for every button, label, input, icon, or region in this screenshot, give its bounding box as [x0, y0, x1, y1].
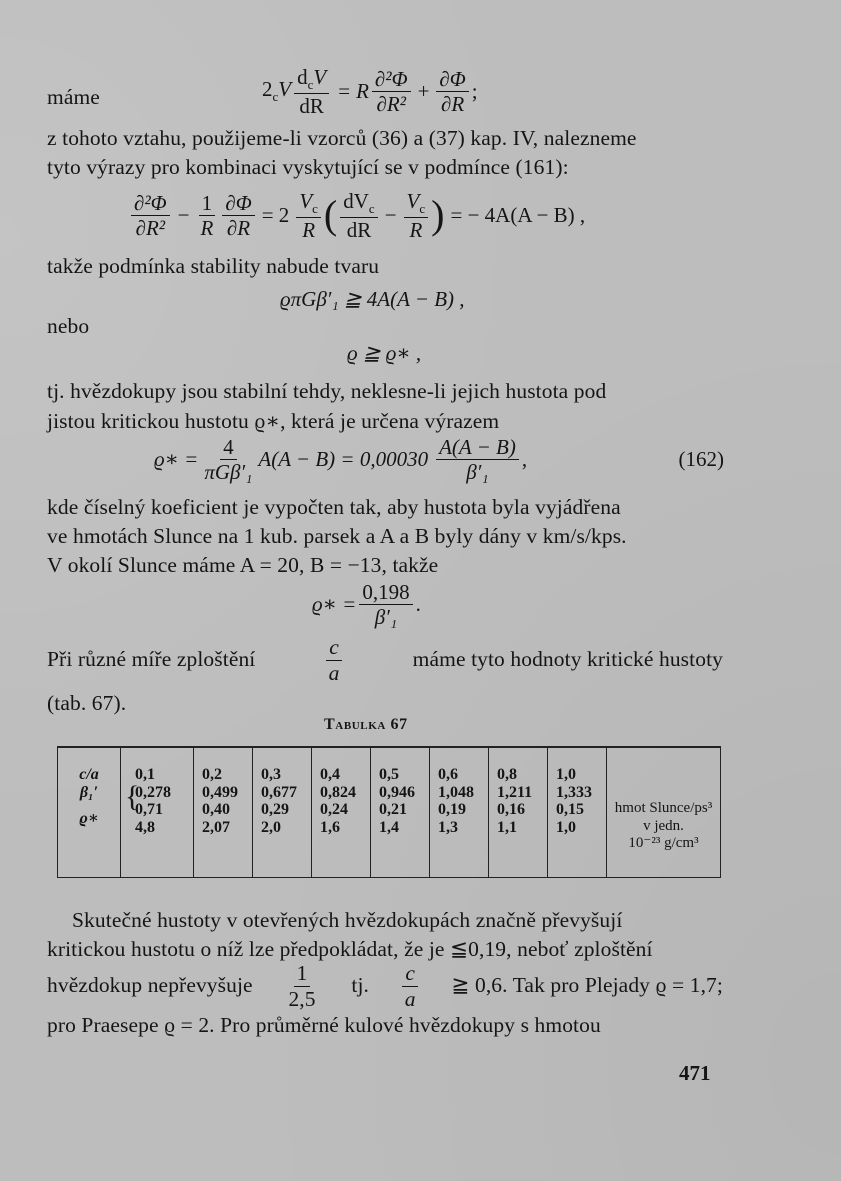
- equation-2: [128, 190, 585, 241]
- eq1-dR: dR: [299, 93, 324, 118]
- value-beta: 0,824: [320, 783, 356, 801]
- value-rho-2: 2,0: [261, 818, 281, 836]
- table-row: [58, 747, 721, 878]
- para2-line1: tj. hvězdokupy jsou stabilní tehdy, neklesne-li jejich hustota pod: [47, 379, 607, 403]
- eq1-end: ;: [471, 78, 478, 103]
- eq1-frac-t1: [372, 68, 411, 115]
- eq1-frac-t2: [436, 68, 468, 115]
- unit-line-2: v jedn.: [643, 817, 684, 834]
- para4-line2: (tab. 67).: [47, 691, 127, 715]
- value-rho-1: 0,21: [379, 801, 407, 818]
- value-ca: 0,6: [438, 766, 458, 783]
- para5-frac1-num: 1: [294, 962, 311, 987]
- eq5-lhs: ϱ∗ =: [154, 447, 199, 472]
- para5-frac1: [285, 962, 318, 1010]
- table-cell-col-2: [194, 747, 253, 878]
- table-cell-col-5: [371, 747, 430, 878]
- value-beta: 0,677: [261, 783, 297, 801]
- para4-frac: [326, 636, 343, 684]
- eq2-frac4: [296, 190, 321, 241]
- eq1-d: d: [297, 65, 308, 89]
- eq1-d-var: V: [313, 65, 327, 89]
- equation-label-162: (162): [678, 447, 724, 472]
- value-rho-1: 0,19: [438, 801, 466, 818]
- value-rho-1: 0,24: [320, 801, 348, 818]
- value-rho-1: 0,15: [556, 801, 584, 818]
- page-number: 471: [679, 1061, 711, 1085]
- eq2-frac6: [404, 190, 429, 241]
- para5-text-c: ≧ 0,6. Tak pro Plejady ϱ = 1,7;: [451, 973, 723, 998]
- label-rho: ϱ∗: [79, 810, 99, 827]
- para3-line2: ve hmotách Slunce na 1 kub. parsek a A a B byly dány v km/s/kps.: [47, 524, 627, 548]
- eq2-f3-num: ∂Φ: [222, 192, 254, 216]
- eq5-f1-num: 4: [220, 436, 237, 460]
- eq1-equals: =: [338, 78, 351, 103]
- eq1-frac-lhs: [294, 66, 329, 117]
- value-beta: 1,048: [438, 783, 474, 801]
- eq1-prefix: 2: [262, 77, 273, 102]
- para5-line1-text: Skutečné hustoty v otevřených hvězdokupách značně převyšují: [72, 908, 623, 932]
- eq1-sub: c: [272, 89, 279, 105]
- para1-line2: tyto výrazy pro kombinaci vyskytující se v podmínce (161):: [47, 155, 569, 179]
- text-nebo: nebo: [47, 314, 90, 338]
- para3-line1: kde číselný koeficient je vypočten tak, aby hustota byla vyjádřena: [47, 495, 621, 519]
- value-ca: 0,2: [202, 766, 222, 783]
- para5-text-a: hvězdokup nepřevyšuje: [47, 973, 253, 998]
- para5-line4: pro Praesepe ϱ = 2. Pro průměrné kulové hvězdokupy s hmotou: [47, 1013, 601, 1037]
- eq1-t1-den: ∂R²: [376, 91, 406, 116]
- para5-frac2-num: c: [402, 962, 418, 987]
- eq2-f5-sub: c: [368, 201, 375, 217]
- text-takze: takže podmínka stability nabude tvaru: [47, 254, 380, 278]
- table-cell-col-4: [312, 747, 371, 878]
- eq2-f2-num: 1: [199, 192, 216, 216]
- table-cell-col-1: [121, 747, 194, 878]
- value-beta: 0,499: [202, 783, 238, 801]
- equation-1: [262, 66, 478, 117]
- value-rho-2: 1,6: [320, 818, 340, 836]
- eq2-f4-sub: c: [312, 201, 318, 217]
- eq2-frac1: [131, 192, 170, 239]
- eq5-mid: A(A − B) = 0,00030: [258, 447, 429, 472]
- right-paren: ): [431, 192, 445, 238]
- value-beta: 0,278: [135, 783, 171, 801]
- eq2-f5-den: dR: [346, 217, 372, 242]
- eq1-t2-num: ∂Φ: [436, 68, 468, 92]
- value-ca: 0,8: [497, 766, 517, 783]
- eq1-t1-num: ∂²Φ: [372, 68, 411, 92]
- para5-line1: [72, 910, 723, 932]
- value-ca: 0,5: [379, 766, 399, 783]
- para2-line2: jistou kritickou hustotu ϱ∗, která je určena výrazem: [47, 409, 500, 433]
- eq2-f2-den: R: [200, 215, 214, 240]
- eq6-num: 0,198: [359, 581, 412, 605]
- value-rho-1: 0,71: [135, 801, 163, 818]
- eq2-f4-num: V: [299, 189, 313, 213]
- value-rho-2: 4,8: [135, 818, 155, 836]
- eq2-f6-sub: c: [419, 201, 426, 217]
- eq6-den: β′₁: [374, 605, 398, 630]
- value-rho-1: 0,29: [261, 801, 289, 818]
- eq5-f2-den: β′₁: [466, 460, 489, 485]
- table-cell-col-6: [430, 747, 489, 878]
- value-ca: 0,3: [261, 766, 281, 783]
- equation-5: [154, 436, 724, 483]
- table-cell-col-3: [253, 747, 312, 878]
- para5-frac2: [402, 962, 419, 1010]
- eq1-plus: +: [417, 78, 430, 103]
- equation-6: [312, 581, 421, 628]
- para5-line2: kritickou hustotu o níž lze předpokládat, že je ≦0,19, neboť zploštění: [47, 937, 653, 961]
- para1-line1: z tohoto vztahu, použijeme-li vzorců (36) a (37) kap. IV, nalezneme: [47, 126, 637, 150]
- eq2-rhs: = − 4A(A − B) ,: [450, 202, 586, 227]
- eq1-R: R: [356, 78, 369, 103]
- eq2-f1-num: ∂²Φ: [131, 192, 170, 216]
- label-ca: c/a: [79, 766, 99, 783]
- para4-frac-num: c: [326, 636, 342, 661]
- eq5-f1-den: πGβ′₁: [204, 460, 253, 485]
- eq2-frac3: [222, 192, 254, 239]
- value-beta: 1,333: [556, 783, 592, 801]
- para4-text-a: Při různé míře zploštění: [47, 647, 256, 672]
- value-ca: 0,1: [135, 766, 155, 783]
- value-rho-2: 1,1: [497, 818, 517, 836]
- label-beta: β₁′: [79, 783, 99, 801]
- left-paren: (: [323, 192, 338, 238]
- eq1-var: V: [278, 77, 292, 102]
- table-unit-cell: [607, 747, 721, 878]
- eq2-frac2: [198, 192, 217, 239]
- eq5-f2-num: A(A − B): [436, 436, 519, 460]
- value-rho-2: 1,3: [438, 818, 458, 836]
- eq2-f5-num: dV: [343, 189, 369, 213]
- equation-4: ϱ ≧ ϱ∗ ,: [347, 341, 422, 365]
- value-rho-2: 1,0: [556, 818, 576, 836]
- brace-icon: {: [125, 780, 140, 813]
- eq5-frac1: [201, 436, 255, 483]
- eq2-eq: = 2: [261, 202, 290, 227]
- value-ca: 0,4: [320, 766, 340, 783]
- table-title: Tabulka 67: [324, 716, 408, 733]
- eq2-f4-den: R: [302, 217, 316, 242]
- equation-3: ϱπGβ′₁ ≧ 4A(A − B) ,: [280, 287, 465, 311]
- value-rho-2: 1,4: [379, 818, 399, 836]
- para5-line3: [47, 962, 723, 1010]
- eq1-t2-den: ∂R: [440, 91, 465, 116]
- value-ca: 1,0: [556, 766, 576, 783]
- unit-line-3: 10⁻²³ g/cm³: [628, 835, 699, 852]
- eq5-frac2: [436, 436, 519, 483]
- eq5-end: ,: [521, 447, 528, 472]
- para3-line3: V okolí Slunce máme A = 20, B = −13, takže: [47, 553, 439, 577]
- para4-line1: [47, 636, 723, 684]
- eq2-f6-num: V: [406, 189, 420, 213]
- para4-text-b: máme tyto hodnoty kritické hustoty: [412, 647, 723, 672]
- table-67: [57, 746, 721, 878]
- value-rho-2: 2,07: [202, 818, 230, 836]
- text-mame: máme: [47, 85, 100, 109]
- eq2-f3-den: ∂R: [226, 215, 251, 240]
- eq1-d-sub: c: [307, 77, 314, 93]
- table-cell-col-7: [489, 747, 548, 878]
- eq2-frac5: [340, 190, 377, 241]
- para5-text-b: tj.: [351, 973, 370, 998]
- table-cell-col-8: [548, 747, 607, 878]
- row-labels-cell: [58, 747, 121, 878]
- eq2-f1-den: ∂R²: [135, 215, 166, 240]
- eq2-minus2: −: [384, 202, 397, 227]
- eq6-frac: [359, 581, 412, 628]
- para4-frac-den: a: [328, 660, 340, 685]
- eq2-minus: −: [177, 202, 190, 227]
- eq6-end: .: [415, 592, 421, 617]
- value-rho-1: 0,40: [202, 801, 230, 818]
- unit-line-1: hmot Slunce/ps³: [614, 800, 713, 817]
- eq2-f6-den: R: [409, 217, 423, 242]
- para5-frac2-den: a: [404, 986, 416, 1011]
- value-rho-1: 0,16: [497, 801, 525, 818]
- value-beta: 0,946: [379, 783, 415, 801]
- eq6-lhs: ϱ∗ =: [312, 592, 357, 617]
- value-beta: 1,211: [497, 783, 533, 801]
- para5-frac1-den: 2,5: [288, 986, 316, 1011]
